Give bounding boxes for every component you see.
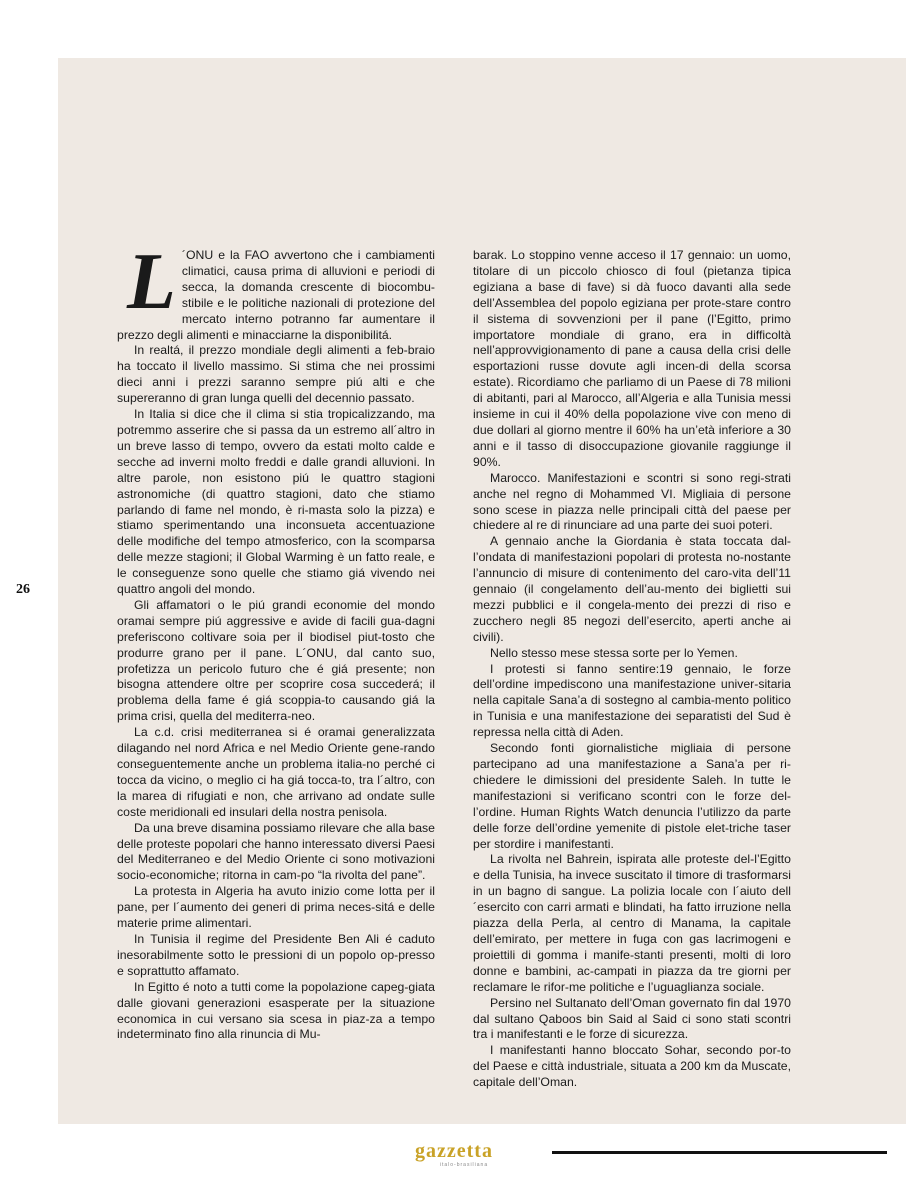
paragraph: Gli affamatori o le piú grandi economie del mondo oramai sempre piú aggressive e avide di facili gua-dagni preferiscono coltivare soia per il biodisel piut-tosto che produrre grano per il pane. L´ONU, dal canto suo, profetizza un pericolo futuro che é giá presente; non bisogna attendere oltre per scoprire cosa succederá; il problema della fame é giá scoppia-to causando giá la prima crisi, quella del mediterra-neo. <box>117 597 435 724</box>
paragraph: Secondo fonti giornalistiche migliaia di persone partecipano ad una manifestazione a Sana’a per ri-chiedere le dimissioni del presidente Saleh. In tutte le manifestazioni si verificano scontri con le forze del-l’ordine. Human Rights Watch denuncia l’utilizzo da parte delle forze dell’ordine yemenite di pistole elet-triche taser per stordire i manifestanti. <box>473 741 791 851</box>
paragraph: La protesta in Algeria ha avuto inizio come lotta per il pane, per l´aumento dei generi di prima neces-sitá e delle materie prime alimentari. <box>117 884 435 931</box>
paragraph: La c.d. crisi mediterranea si é oramai generalizzata dilagando nel nord Africa e nel Medio Oriente gene-rando conseguentemente anche un problema italia-no perché ci tocca da vicino, o meglio ci ha giá tocca-to, tra l´altro, con la marea di rifugiati e non, che arrivano ad ondate sulle coste meridionali ed insulari della nostra penisola. <box>117 725 435 819</box>
paragraph: La rivolta nel Bahrein, ispirata alle proteste del-l’Egitto e della Tunisia, ha invece suscitato il timore di trasformarsi in un bagno di sangue. La polizia locale con l´aiuto dell´esercito con carri armati e blindati, ha fatto irruzione nella piazza della Perla, al centro di Manama, la capitale dell’emirato, per mettere in fuga con gas lacrimogeni e proiettili di gomma i manife-stanti presenti, molti di loro donne e bambini, ac-campati in piazza da tre giorni per reclamare le rifor-me politiche e l’uguaglianza sociale. <box>473 852 791 994</box>
logo-wordmark: gazzetta <box>415 1140 493 1162</box>
paragraph: A gennaio anche la Giordania è stata toccata dal-l’ondata di manifestazioni popolari di protesta no-nostante l’annuncio di misure di contenimento del caro-vita dell’11 gennaio (il congelamento dell’au-mento dei biglietti sui mezzi pubblici e il congela-mento dei prezzi di riso e zucchero negli 85 negozi dell’esercito, aperti anche ai civili). <box>473 534 791 644</box>
paragraph: L ´ONU e la FAO avvertono che i cambiamenti climatici, causa prima di alluvioni e periodi di secca, la domanda crescente di biocombu-stibile e le politiche nazionali di protezione del mercato interno potranno far aumentare il prezzo degli alimenti e minacciarne la disponibilitá. <box>117 238 435 342</box>
gazzetta-logo <box>396 1140 512 1170</box>
paragraph: Da una breve disamina possiamo rilevare che alla base delle proteste popolari che hanno interessato diversi Paesi del Mediterraneo e del Medio Oriente ci sono motivazioni socio-economiche; ritorna in cam-po “la rivolta del pane”. <box>117 820 435 883</box>
page-number: 26 <box>16 582 30 597</box>
article-column-right <box>473 248 791 1091</box>
footer-rule <box>552 1151 887 1154</box>
paragraph: barak. Lo stoppino venne acceso il 17 gennaio: un uomo, titolare di un piccolo chiosco di foul (pietanza tipica egiziana a base di fave) si dà fuoco davanti alla sede dell’Assemblea del popolo egiziana per prote-stare contro il sistema di sovvenzioni per il pane (l’Egitto, primo importatore mondiale di grano, era in difficoltà nell’approvvigionamento di pane a causa della crisi delle esportazioni russe dovute agli incen-di della scorsa estate). Ricordiamo che parliamo di un Paese di 78 milioni di abitanti, pari al Marocco, all’Algeria e alla Tunisia messi insieme in cui il 40% della popolazione vive con meno di due dollari al giorno mentre il 60% ha un’età inferiore a 30 anni e il tasso di disoccupazione giovanile raggiunge il 90%. <box>473 248 791 469</box>
paragraph: Nello stesso mese stessa sorte per lo Yemen. <box>490 645 738 660</box>
paragraph: In Italia si dice che il clima si stia tropicalizzando, ma potremmo asserire che si passa da un estremo all´altro in un breve lasso di tempo, ovvero da estati molto calde e secche ad inverni molto freddi e dalle grandi alluvioni. In altre parole, non esistono piú le quattro stagioni astronomiche (di quattro stagioni, dato che stiamo parlando di fame nel mondo, è ri-masta solo la pizza) e stiamo sperimentando una inconsueta accentuazione delle modifiche del tempo atmosferico, con la scomparsa delle mezze stagioni; il Global Warming è un fatto reale, e le conseguenze sono quelle che stiamo giá vivendo nei quattro angoli del mondo. <box>117 407 435 597</box>
paragraph: I manifestanti hanno bloccato Sohar, secondo por-to del Paese e città industriale, situata a 200 km da Muscate, capitale dell’Oman. <box>473 1043 791 1090</box>
paragraph: In Egitto é noto a tutti come la popolazione capeg-giata dalle giovani generazioni esasperate per la situazione economica in cui versano sia scesa in piaz-za a tempo indeterminato fino alla rinuncia di Mu- <box>117 979 435 1042</box>
paragraph: In Tunisia il regime del Presidente Ben Ali é caduto inesorabilmente sotto le pressioni di un popolo op-presso e soprattutto affamato. <box>117 931 435 978</box>
article-column-left <box>117 238 435 1043</box>
logo-subtitle: italo-brasiliana <box>439 1162 489 1168</box>
paragraph: I protesti si fanno sentire:19 gennaio, le forze dell’ordine impediscono una manifestazione univer-sitaria nella capitale Sana’a di sostegno al cambia-mento politico in Tunisia e una manifestazione dei separatisti del Sud è repressa nella città di Aden. <box>473 661 791 740</box>
drop-cap: L <box>127 238 176 326</box>
paragraph: Marocco. Manifestazioni e scontri si sono regi-strati anche nel regno di Mohammed VI. Migliaia di persone sono scese in piazza nelle principali città del paese per chiedere al re di rinunciare ad una parte dei suoi poteri. <box>473 470 791 533</box>
paragraph: In realtá, il prezzo mondiale degli alimenti a feb-braio ha toccato il livello massimo. Si stima che nei prossimi dieci anni i prezzi saranno sempre piú alti e che supereranno di gran lunga quelli del decennio passato. <box>117 343 435 406</box>
paragraph: Persino nel Sultanato dell’Oman governato fin dal 1970 dal sultano Qaboos bin Said al Said ci sono stati scontri tra i manifestanti e le forze di sicurezza. <box>473 995 791 1042</box>
